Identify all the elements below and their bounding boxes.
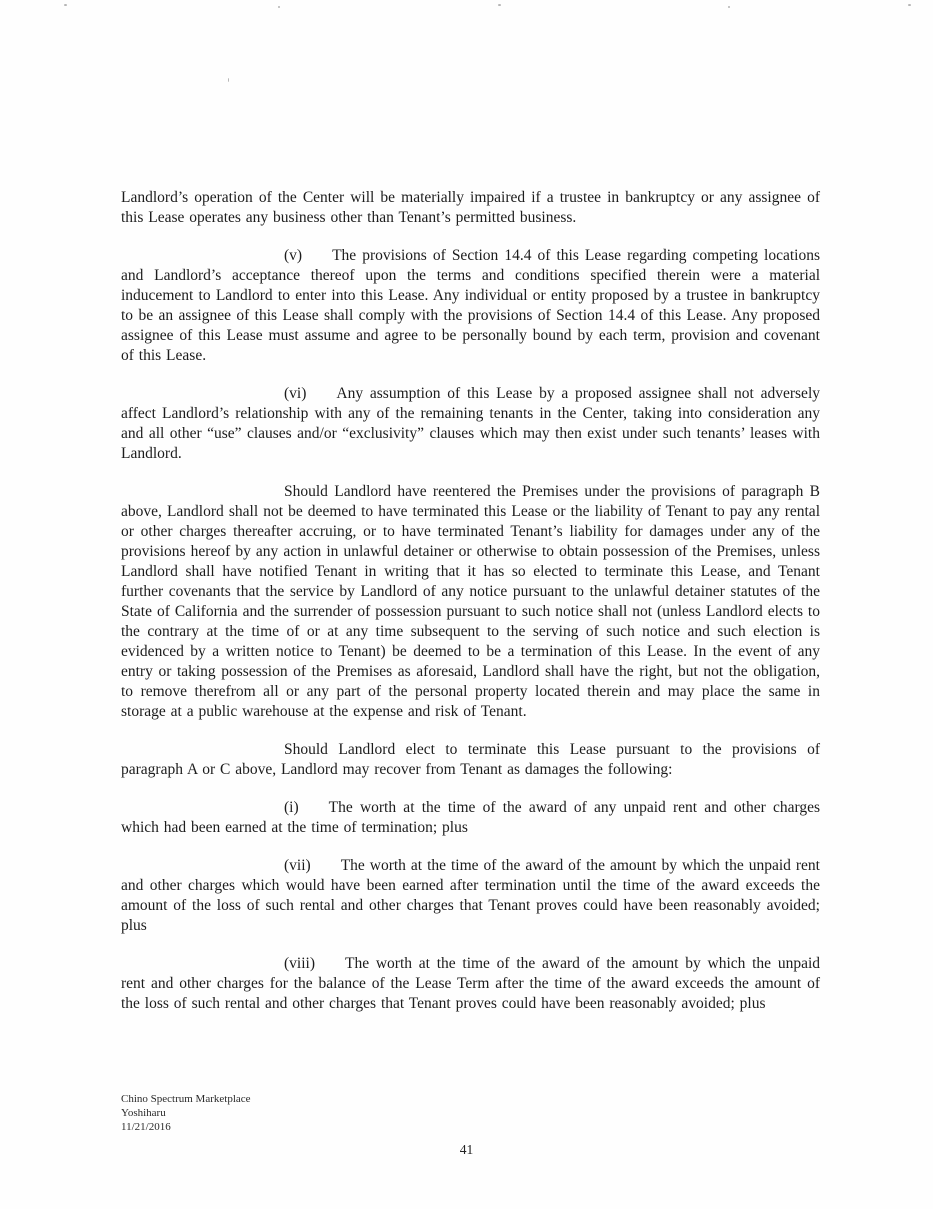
scan-speck	[728, 6, 730, 8]
paragraph-label: (viii)	[284, 955, 315, 972]
paragraph-v	[121, 246, 820, 366]
scan-speck	[498, 4, 501, 6]
paragraph-text: Should Landlord elect to terminate this Lease pursuant to the provisions of paragraph A or C above, Landlord may recover from Tenant as damages the following:	[121, 741, 820, 778]
paragraph-text: The provisions of Section 14.4 of this Lease regarding competing locations and Landlord’s acceptance thereof upon the terms and conditions specified therein were a material inducement to Landlord to enter into this Lease. Any individual or entity proposed by a trustee in bankruptcy to be an assignee of this Lease shall comply with the provisions of Section 14.4 of this Lease. Any proposed assignee of this Lease must assume and agree to be personally bound by each term, provision and covenant of this Lease.	[121, 247, 820, 364]
paragraph-viii	[121, 954, 820, 1014]
paragraph-label: (i)	[284, 799, 299, 816]
paragraph-text: Any assumption of this Lease by a proposed assignee shall not adversely affect Landlord’s relationship with any of the remaining tenants in the Center, taking into consideration any and all other “use” clauses and/or “exclusivity” clauses which may then exist under such tenants’ leases with Landlord.	[121, 385, 820, 462]
paragraph-text: The worth at the time of the award of any unpaid rent and other charges which had been earned at the time of termination; plus	[121, 799, 820, 836]
paragraph-reentry	[121, 482, 820, 722]
paragraph-text: The worth at the time of the award of the amount by which the unpaid rent and other charges for the balance of the Lease Term after the time of the award exceeds the amount of the loss of such rental and other charges that Tenant proves could have been reasonably avoided; plus	[121, 955, 820, 1012]
paragraph-label: (vi)	[284, 385, 307, 402]
paragraph-text: Should Landlord have reentered the Premises under the provisions of paragraph B above, Landlord shall not be deemed to have terminated this Lease or the liability of Tenant to pay any rental or other charges thereafter accruing, or to have terminated Tenant’s liability for damages under any of the provisions hereof by any action in unlawful detainer or otherwise to obtain possession of the Premises, unless Landlord shall have notified Tenant in writing that it has so elected to terminate this Lease, and Tenant further covenants that the service by Landlord of any notice pursuant to the unlawful detainer statutes of the State of California and the surrender of possession pursuant to such notice shall not (unless Landlord elects to the contrary at the time of or at any time subsequent to the serving of such notice and such election is evidenced by a written notice to Tenant) be deemed to be a termination of this Lease. In the event of any entry or taking possession of the Premises as aforesaid, Landlord shall have the right, but not the obligation, to remove therefrom all or any part of the personal property located therein and may place the same in storage at a public warehouse at the expense and risk of Tenant.	[121, 483, 820, 720]
paragraph-i	[121, 798, 820, 838]
scan-speck	[64, 4, 67, 6]
paragraph-label: (v)	[284, 247, 303, 264]
footer-tenant: Yoshiharu	[121, 1107, 166, 1119]
scan-speck	[228, 78, 229, 82]
footer-project: Chino Spectrum Marketplace	[121, 1093, 251, 1105]
scan-speck	[908, 4, 911, 6]
scan-speck	[278, 6, 280, 8]
document-body	[121, 188, 820, 1032]
paragraph-text: The worth at the time of the award of the amount by which the unpaid rent and other charges which would have been earned after termination until the time of the award exceeds the amount of the loss of such rental and other charges that Tenant proves could have been reasonably avoided; plus	[121, 857, 820, 934]
document-footer	[121, 1092, 251, 1134]
page-number: 41	[459, 1142, 474, 1157]
paragraph-terminate	[121, 740, 820, 780]
paragraph-vii	[121, 856, 820, 936]
paragraph-text: Landlord’s operation of the Center will be materially impaired if a trustee in bankruptcy or any assignee of this Lease operates any business other than Tenant’s permitted business.	[121, 189, 820, 226]
paragraph-label: (vii)	[284, 857, 311, 874]
paragraph-continuation	[121, 188, 820, 228]
paragraph-vi	[121, 384, 820, 464]
footer-date: 11/21/2016	[121, 1121, 171, 1133]
